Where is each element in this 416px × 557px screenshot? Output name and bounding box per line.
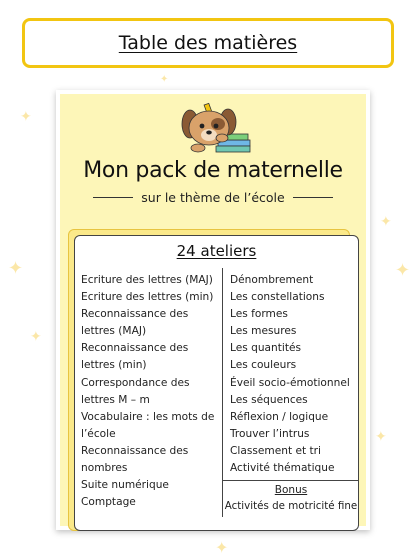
workshop-list-item: Ecriture des lettres (MAJ) — [81, 274, 213, 286]
workshop-list-item: Reconnaissance des lettres (MAJ) — [81, 308, 189, 338]
subtitle-rule-left — [93, 197, 133, 198]
workshop-list-item: Éveil socio-émotionnel — [230, 376, 350, 389]
cover-subtitle: sur le thème de l’école — [141, 190, 285, 205]
cover-header — [60, 94, 366, 219]
workshop-list-item: Suite numérique — [81, 479, 169, 492]
bonus-title: Bonus — [274, 484, 308, 496]
workshop-list-item: Réflexion / logique — [230, 410, 329, 423]
workshop-list-item: Activité thématique — [230, 462, 335, 475]
sparkle-icon: ✦ — [160, 74, 169, 85]
sparkle-icon: ✦ — [20, 109, 32, 125]
workshop-list-left — [81, 272, 219, 511]
workshop-list-item: Reconnaissance des lettres (min) — [81, 342, 189, 372]
page-title: Table des matières — [118, 32, 298, 54]
column-divider — [222, 268, 223, 500]
card-title: 24 ateliers — [176, 242, 257, 260]
workshop-list-right — [230, 272, 356, 477]
workshop-list-item: Les quantités — [230, 342, 302, 355]
workshop-list-item: Comptage — [81, 496, 136, 509]
workshop-list-item: Trouver l’intrus — [230, 427, 310, 440]
sparkle-icon: ✦ — [30, 329, 42, 345]
workshop-list-item: Les constellations — [230, 291, 325, 304]
workshop-list-item: Correspondance des lettres M – m — [81, 376, 190, 406]
sparkle-icon: ✦ — [375, 429, 387, 445]
cover-sheet-inner — [60, 94, 366, 526]
workshop-list-item: Les formes — [230, 308, 288, 321]
subtitle-rule-right — [293, 197, 333, 198]
workshop-list-item: Les mesures — [230, 325, 297, 338]
cover-main-title: Mon pack de maternelle — [83, 158, 343, 183]
workshop-list-item: Vocabulaire : les mots de l’école — [81, 410, 215, 440]
workshop-list-item: Dénombrement — [230, 274, 314, 286]
bonus-box — [222, 480, 359, 517]
puppy-with-books-icon — [168, 100, 258, 156]
cover-sheet — [56, 90, 370, 530]
workshop-list-card — [74, 235, 359, 531]
sparkle-icon: ✦ — [8, 258, 24, 279]
page-title-box — [22, 18, 394, 68]
cover-body — [60, 219, 366, 526]
sparkle-icon: ✦ — [215, 538, 229, 557]
workshop-list-item: Ecriture des lettres (min) — [81, 291, 214, 304]
sparkle-icon: ✦ — [380, 214, 392, 230]
sparkle-icon: ✦ — [395, 260, 411, 281]
cover-subtitle-row — [70, 190, 356, 205]
workshop-list-item: Les couleurs — [230, 359, 297, 372]
bonus-text: Activités de motricité fine — [224, 500, 358, 512]
workshop-list-item: Reconnaissance des nombres — [81, 444, 189, 475]
workshop-list-item: Les séquences — [230, 393, 308, 406]
workshop-list-item: Classement et tri — [230, 444, 321, 457]
